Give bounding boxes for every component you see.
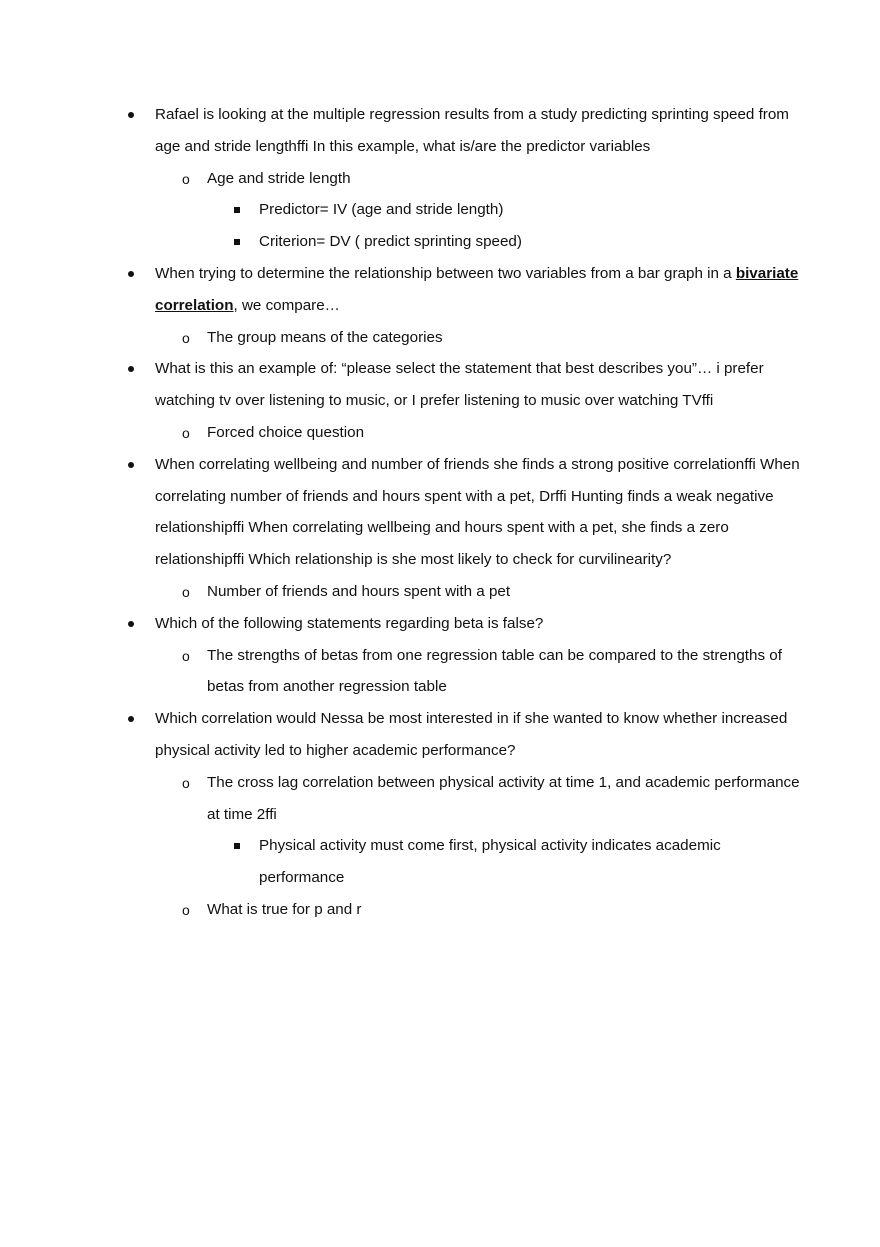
list-item <box>155 703 805 767</box>
circle-bullet-icon: o <box>182 583 190 600</box>
answer-text: Number of friends and hours spent with a pet <box>207 582 511 600</box>
square-bullet-icon <box>234 207 240 213</box>
note-text: Criterion= DV ( predict sprinting speed) <box>259 233 522 251</box>
list-item <box>155 608 805 640</box>
question-text: What is this an example of: “please select the statement that best describes you”… i prefer watching tv over listening to music, or I prefer listening to music over watching TVffi <box>155 360 764 410</box>
square-bullet-icon <box>234 843 240 849</box>
question-text: Rafael is looking at the multiple regression results from a study predicting sprinting speed from age and stride lengthffi In this example, what is/are the predictor variables <box>155 106 789 155</box>
bullet-icon <box>128 621 134 627</box>
list-item <box>182 767 805 831</box>
bullet-icon <box>128 112 134 118</box>
list-item <box>155 258 805 322</box>
question-text: Which correlation would Nessa be most interested in if she wanted to know whether increased physical activity led to higher academic performance? <box>155 710 788 759</box>
circle-bullet-icon: o <box>182 424 190 441</box>
bullet-icon <box>128 462 134 468</box>
list-item <box>155 449 805 576</box>
circle-bullet-icon: o <box>182 170 190 187</box>
answer-text: The strengths of betas from one regression table can be compared to the strengths of betas from another regression table <box>207 646 782 696</box>
emphasis-term: bivariate correlation <box>155 264 799 314</box>
circle-bullet-icon: o <box>182 901 190 918</box>
list-item <box>182 163 805 195</box>
question-text: Which of the following statements regarding beta is false? <box>155 614 544 632</box>
list-item <box>259 194 805 226</box>
note-text: Physical activity must come first, physical activity indicates academic performance <box>259 837 721 887</box>
answer-text: Age and stride length <box>207 169 351 187</box>
list-item <box>182 640 805 704</box>
question-text-before: When trying to determine the relationship between two variables from a bar graph in a <box>155 264 736 282</box>
bullet-icon <box>128 716 134 722</box>
list-item <box>182 576 805 608</box>
list-item <box>182 322 805 354</box>
square-bullet-icon <box>234 239 240 245</box>
answer-text: The cross lag correlation between physical activity at time 1, and academic performance at time 2ffi <box>207 773 800 823</box>
question-text: When correlating wellbeing and number of friends she finds a strong positive correlationffi When correlating number of friends and hours spent with a pet, Drffi Hunting finds a weak negative relationshipffi When correlating wellbeing and hours spent with a pet, she finds a zero relationshipffi Which relationship is she most likely to check for curvilinearity? <box>155 455 800 569</box>
question-text-after: , we compare… <box>233 296 340 314</box>
list-item <box>155 99 805 163</box>
list-item <box>155 353 805 417</box>
bullet-icon <box>128 271 134 277</box>
circle-bullet-icon: o <box>182 774 190 791</box>
bullet-icon <box>128 366 134 372</box>
answer-text: The group means of the categories <box>207 328 443 346</box>
circle-bullet-icon: o <box>182 647 190 664</box>
list-item <box>259 830 805 894</box>
followup-text: What is true for p and r <box>207 900 362 918</box>
note-text: Predictor= IV (age and stride length) <box>259 201 504 219</box>
list-item <box>182 894 805 926</box>
answer-text: Forced choice question <box>207 423 365 441</box>
list-item <box>182 417 805 449</box>
circle-bullet-icon: o <box>182 329 190 346</box>
list-item <box>259 226 805 258</box>
document-body <box>155 99 805 926</box>
